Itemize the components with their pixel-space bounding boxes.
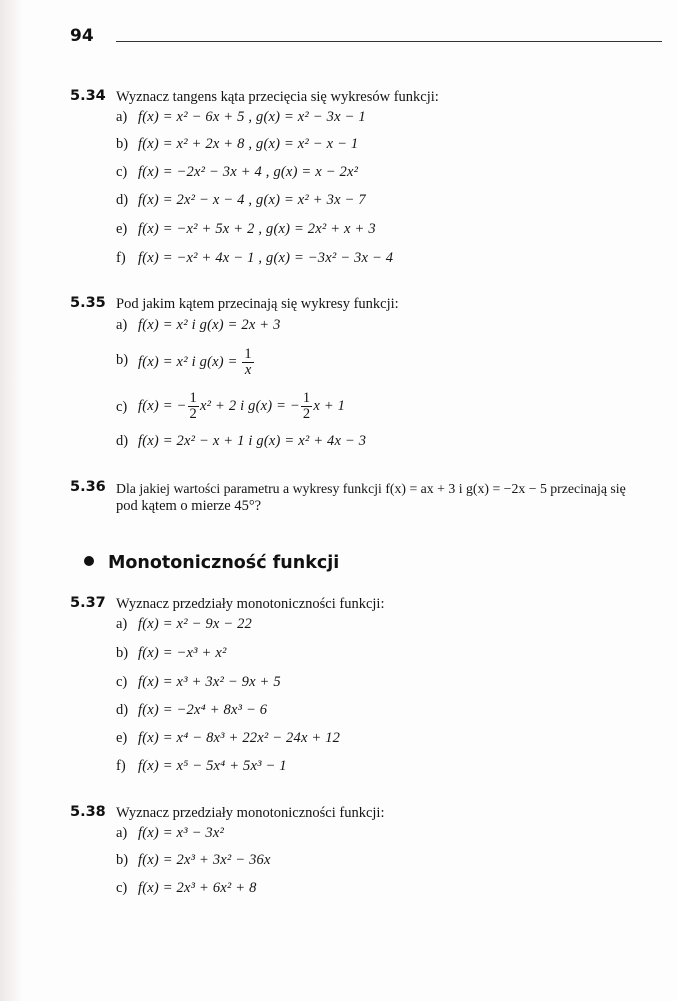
section-title: Monotoniczność funkcji: [108, 553, 340, 573]
fraction-denominator: x: [244, 362, 252, 378]
problem-prompt: Wyznacz tangens kąta przecięcia się wykresów funkcji:: [116, 89, 439, 105]
item-expression: f(x) = x³ + 3x² − 9x + 5: [138, 674, 281, 690]
fraction-numerator: 1: [302, 390, 311, 406]
fraction-numerator: 1: [244, 346, 252, 362]
item-label: e): [116, 730, 128, 746]
problem-number: 5.35: [70, 295, 106, 311]
problem-number: 5.37: [70, 595, 106, 611]
item-expression: f(x) = x² − 9x − 22: [138, 616, 252, 632]
item-label: a): [116, 109, 128, 125]
expression-part: x + 1: [313, 398, 346, 414]
expression-part: f(x) = x² i g(x) =: [138, 354, 242, 370]
problem-prompt: Wyznacz przedziały monotoniczności funkcji:: [116, 596, 385, 612]
item-label: c): [116, 164, 128, 180]
expression-part: x² + 2 i g(x) = −: [200, 398, 300, 414]
item-label: b): [116, 645, 129, 661]
item-label: a): [116, 825, 128, 841]
fraction: [242, 347, 253, 378]
item-label: d): [116, 192, 129, 208]
item-label: f): [116, 250, 126, 266]
item-expression: f(x) = −2x² − 3x + 4 , g(x) = x − 2x²: [138, 164, 359, 180]
header-rule: [116, 41, 662, 42]
page-binding-edge: [0, 0, 22, 1001]
page-number: 94: [70, 26, 94, 46]
item-label: a): [116, 616, 128, 632]
page-header: [70, 26, 662, 48]
item-expression: f(x) = −x² + 5x + 2 , g(x) = 2x² + x + 3: [138, 221, 376, 237]
item-expression: f(x) = 2x² − x + 1 i g(x) = x² + 4x − 3: [138, 433, 367, 449]
problem-number: 5.34: [70, 88, 106, 104]
item-label: e): [116, 221, 128, 237]
item-expression: f(x) = x² − 6x + 5 , g(x) = x² − 3x − 1: [138, 109, 366, 125]
fraction-numerator: 1: [189, 390, 197, 406]
item-expression: f(x) = 2x³ + 3x² − 36x: [138, 852, 271, 868]
problem-number: 5.38: [70, 804, 106, 820]
expression-part: f(x) = −: [138, 398, 187, 414]
problem-number: 5.36: [70, 479, 106, 495]
item-expression: [138, 391, 345, 422]
problem-prompt: Wyznacz przedziały monotoniczności funkcji:: [116, 805, 385, 821]
item-label: c): [116, 674, 128, 690]
section-heading: [84, 553, 339, 573]
item-label: a): [116, 317, 128, 333]
fraction-denominator: 2: [189, 406, 197, 422]
item-label: b): [116, 352, 129, 368]
item-expression: f(x) = −x³ + x²: [138, 645, 227, 661]
item-label: b): [116, 136, 129, 152]
item-label: d): [116, 702, 129, 718]
problem-prompt-continued: pod kątem o mierze 45°?: [116, 498, 262, 514]
fraction: [188, 391, 199, 422]
item-expression: f(x) = x³ − 3x²: [138, 825, 225, 841]
item-expression: f(x) = x⁵ − 5x⁴ + 5x³ − 1: [138, 758, 287, 774]
item-expression: f(x) = −2x⁴ + 8x³ − 6: [138, 702, 268, 718]
item-expression: f(x) = 2x³ + 6x² + 8: [138, 880, 257, 896]
item-label: c): [116, 880, 128, 896]
fraction: [301, 391, 312, 422]
item-label: d): [116, 433, 129, 449]
problem-prompt: Dla jakiej wartości parametru a wykresy funkcji f(x) = ax + 3 i g(x) = −2x − 5 przecinają się: [116, 481, 626, 496]
bullet-icon: [84, 556, 94, 566]
item-expression: [138, 347, 255, 378]
item-label: c): [116, 399, 128, 415]
item-expression: f(x) = x² i g(x) = 2x + 3: [138, 317, 281, 333]
item-label: f): [116, 758, 126, 774]
problem-prompt: Pod jakim kątem przecinają się wykresy funkcji:: [116, 296, 399, 312]
fraction-denominator: 2: [302, 406, 311, 422]
item-expression: f(x) = −x² + 4x − 1 , g(x) = −3x² − 3x − 4: [138, 250, 394, 266]
item-expression: f(x) = 2x² − x − 4 , g(x) = x² + 3x − 7: [138, 192, 366, 208]
item-expression: f(x) = x⁴ − 8x³ + 22x² − 24x + 12: [138, 730, 341, 746]
item-label: b): [116, 852, 129, 868]
item-expression: f(x) = x² + 2x + 8 , g(x) = x² − x − 1: [138, 136, 359, 152]
